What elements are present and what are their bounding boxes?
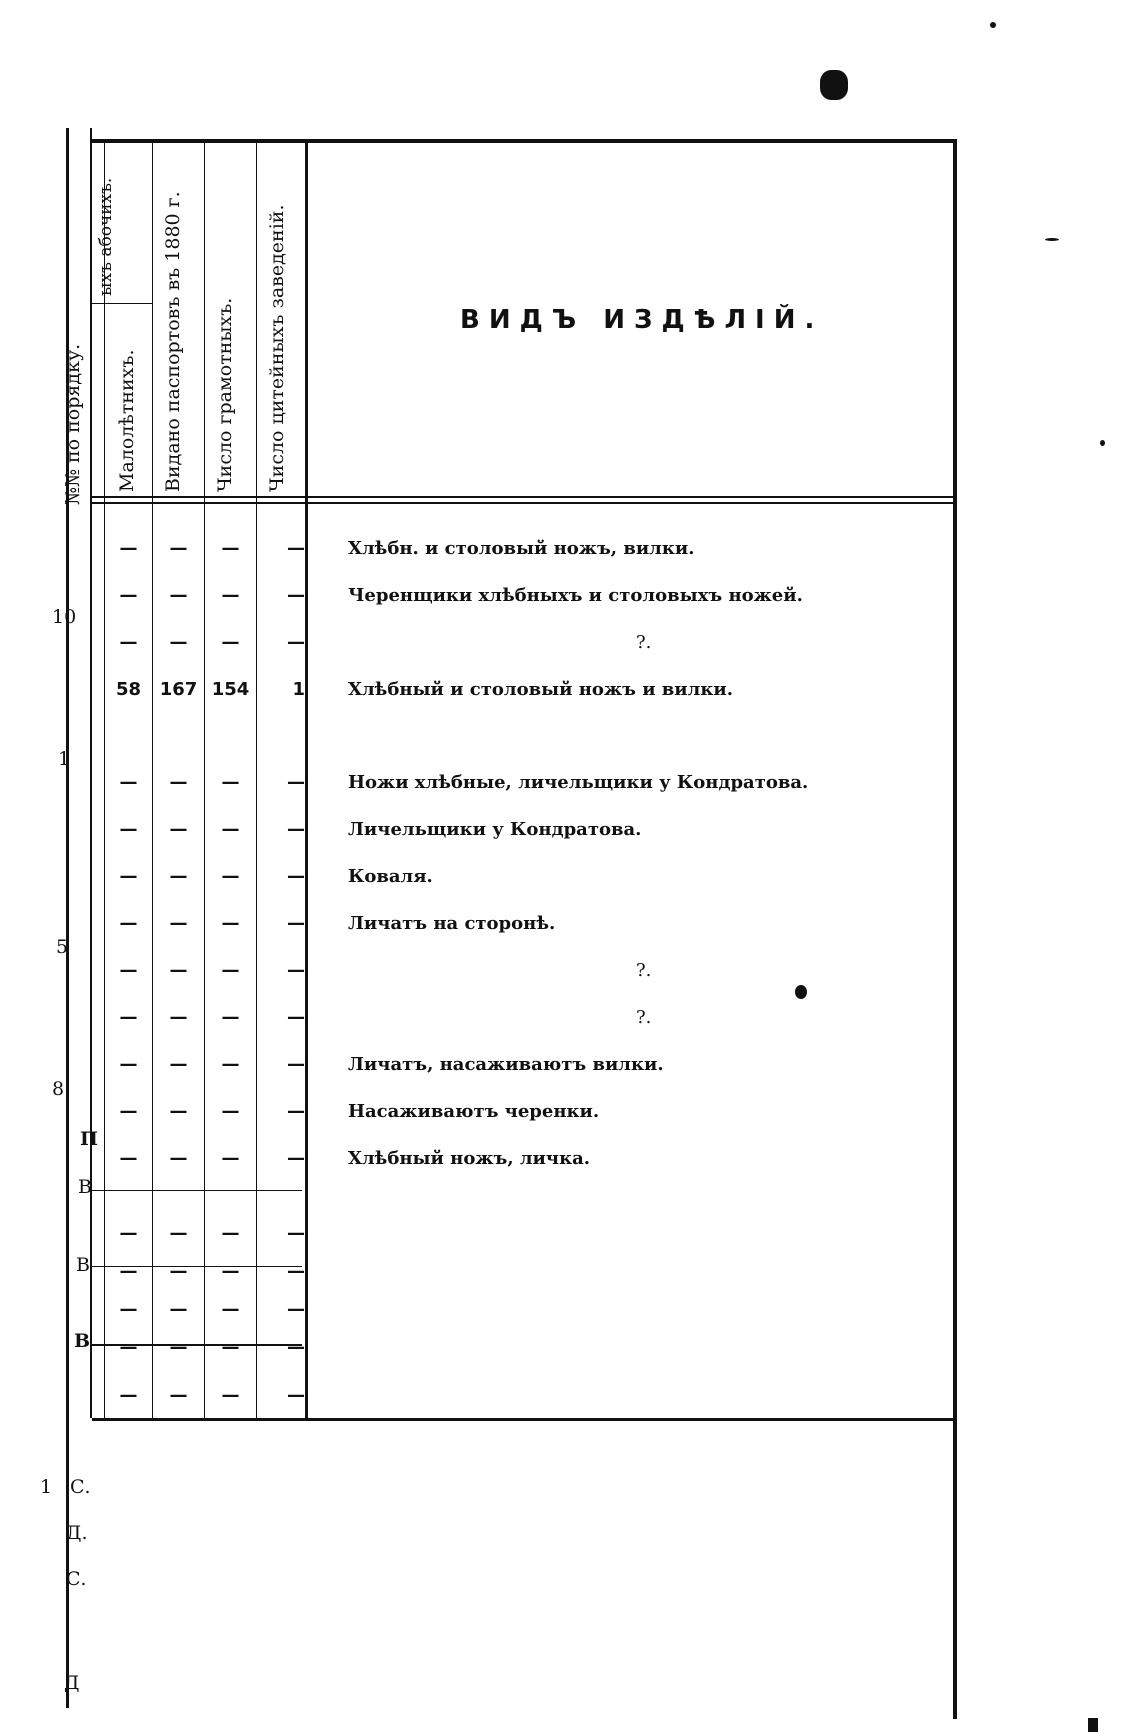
col-passports-header: Видано паспортовъ въ 1880 г. [162,191,184,492]
cell-minors: — [119,1299,138,1320]
cell-minors: — [119,1054,138,1075]
header-bottom-rule [92,496,954,498]
stub-fragment: В [74,1330,91,1352]
cell-minors: — [119,538,138,559]
product-description: Черенщики хлѣбныхъ и столовыхъ ножей. [348,585,803,606]
product-description: Личельщики у Кондратова. [348,819,642,840]
cell-minors: 58 [115,679,142,700]
product-description: Хлѣбный ножъ, личка. [348,1148,590,1169]
cell-passports: — [169,1337,188,1358]
cell-minors: — [119,1261,138,1282]
cell-reading: — [287,632,305,653]
cell-passports: — [169,960,188,981]
cell-literate: — [221,960,240,981]
scan-speck [1045,238,1059,241]
cell-reading: 1 [292,679,305,700]
product-description: Ножи хлѣбные, личельщики у Кондратова. [348,772,809,793]
header-bottom-rule-2 [92,502,954,504]
cell-minors: — [119,913,138,934]
cell-passports: — [169,585,188,606]
cell-minors: — [119,1337,138,1358]
cell-reading: — [287,585,305,606]
stub-fragment: В [78,1176,92,1198]
cell-passports: — [169,632,188,653]
cell-passports: — [169,538,188,559]
cell-literate: — [221,1261,240,1282]
cell-minors: — [119,632,138,653]
cell-passports: — [169,1385,188,1406]
cell-reading: — [287,1054,305,1075]
cell-minors: — [119,585,138,606]
stub-fragment: 1 [58,748,71,770]
cell-passports: — [169,1299,188,1320]
cell-reading: — [287,960,305,981]
cell-minors: — [119,960,138,981]
scan-speck [820,70,848,100]
left-stub-border-2 [90,128,92,1418]
col-order-header: №№ по порядку. [62,343,84,505]
unknown-product-mark: ?. [636,1007,652,1028]
table-right-border [953,139,957,1719]
col-minors-header: Малолѣтнихъ. [116,349,138,492]
stub-rule [92,1190,302,1191]
cell-literate: — [221,585,240,606]
cell-reading: — [287,1101,305,1122]
cell-minors: — [119,1223,138,1244]
cell-literate: — [221,772,240,793]
cell-literate: — [221,538,240,559]
scan-speck [990,22,996,28]
cell-literate: — [221,632,240,653]
stub-fragment: С. [66,1568,87,1590]
product-description: Хлѣбн. и столовый ножъ, вилки. [348,538,695,559]
stub-fragment: Д. [66,1522,88,1544]
cell-passports: — [169,1054,188,1075]
stub-fragment: С. [70,1476,91,1498]
cell-reading: — [287,913,305,934]
product-description: Личатъ, насаживаютъ вилки. [348,1054,664,1075]
cell-passports: — [169,772,188,793]
cell-passports: — [169,1148,188,1169]
cell-reading: — [287,1299,305,1320]
workers-subheader-rule [92,303,152,304]
unknown-product-mark: ?. [636,632,652,653]
cell-literate: 154 [211,679,250,700]
scan-speck [795,985,807,999]
cell-minors: — [119,1101,138,1122]
cell-passports: — [169,1223,188,1244]
col-workers-header: ыхъ абочихъ. [96,177,116,296]
cell-passports: — [169,866,188,887]
cell-reading: — [287,1223,305,1244]
stub-fragment: 10 [52,606,77,628]
stub-fragment: П [80,1128,98,1150]
cell-minors: — [119,819,138,840]
cell-minors: — [119,866,138,887]
cell-minors: — [119,1148,138,1169]
cell-literate: — [221,1337,240,1358]
cell-literate: — [221,1007,240,1028]
stub-fragment: Д [64,1672,80,1694]
cell-literate: — [221,1385,240,1406]
col-sep-5 [305,143,308,1418]
cell-reading: — [287,1007,305,1028]
section-title: ВИДЪ ИЗДѢЛІЙ. [460,305,824,335]
table-bottom-rule [92,1418,954,1421]
cell-reading: — [287,1148,305,1169]
stub-fragment: 5 [56,936,69,958]
cell-literate: — [221,819,240,840]
unknown-product-mark: ?. [636,960,652,981]
cell-literate: — [221,866,240,887]
cell-passports: — [169,1007,188,1028]
cell-passports: — [169,819,188,840]
cell-passports: — [169,1101,188,1122]
cell-reading: — [287,819,305,840]
col-literate-header: Число грамотныхъ. [214,297,236,492]
cell-minors: — [119,772,138,793]
cell-literate: — [221,913,240,934]
stub-fragment: В [76,1254,90,1276]
stub-fragment: 1 [40,1476,53,1498]
scan-speck [1100,440,1105,446]
cell-passports: 167 [159,679,198,700]
cell-reading: — [287,772,305,793]
cell-reading: — [287,538,305,559]
cell-passports: — [169,913,188,934]
cell-reading: — [287,1337,305,1358]
cell-literate: — [221,1148,240,1169]
cell-literate: — [221,1101,240,1122]
cell-passports: — [169,1261,188,1282]
table-top-border [92,139,954,143]
stub-fragment: 8 [52,1078,65,1100]
product-description: Насаживаютъ черенки. [348,1101,600,1122]
cell-literate: — [221,1223,240,1244]
cell-literate: — [221,1054,240,1075]
product-description: Коваля. [348,866,433,887]
cell-reading: — [287,1385,305,1406]
scan-speck [1088,1718,1098,1732]
cell-reading: — [287,1261,305,1282]
cell-minors: — [119,1007,138,1028]
product-description: Личатъ на сторонѣ. [348,913,556,934]
cell-minors: — [119,1385,138,1406]
col-reading-header: Число цитейныхъ заведеній. [266,204,288,492]
product-description: Хлѣбный и столовый ножъ и вилки. [348,679,733,700]
cell-literate: — [221,1299,240,1320]
cell-reading: — [287,866,305,887]
